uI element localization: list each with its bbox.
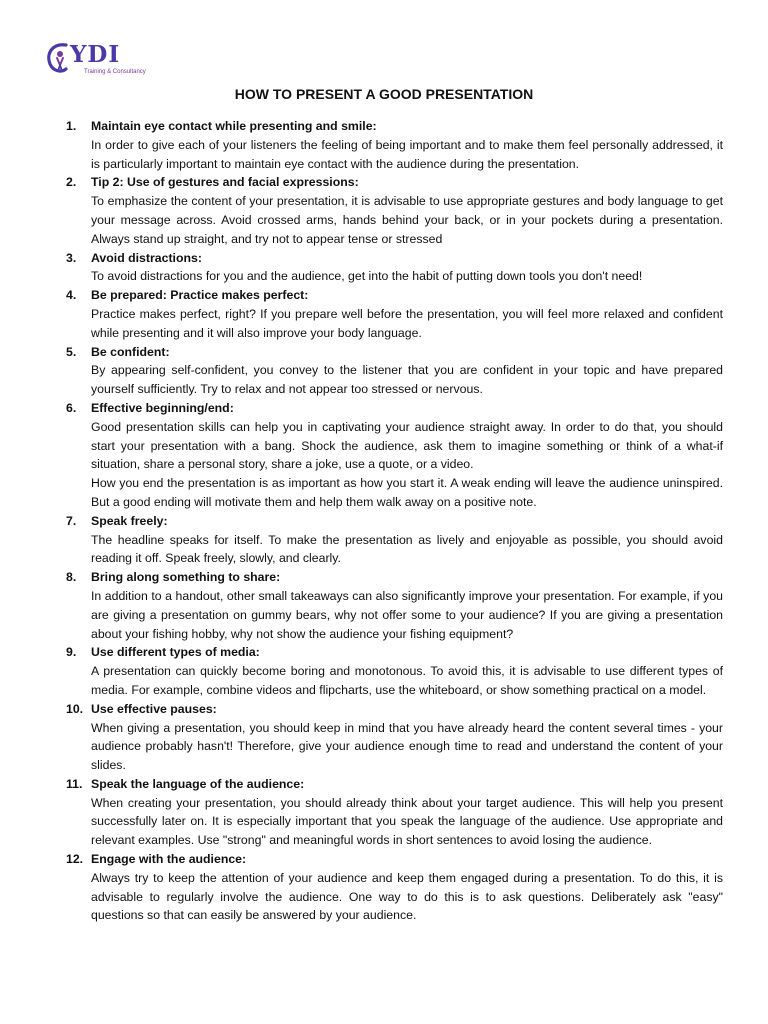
item-heading: Use different types of media:: [91, 645, 260, 660]
tips-list: [0, 117, 768, 925]
item-heading: Tip 2: Use of gestures and facial expressions:: [91, 175, 359, 190]
item-body: In addition to a handout, other small takeaways can also significantly improve your presentation. For example, if you are giving a presentation on gummy bears, why not offer some to your audience? If you are giving a presentation about your fishing hobby, why not show the audience your fishing equipment?: [91, 588, 723, 641]
item-number: 8.: [66, 570, 77, 585]
item-heading: Speak freely:: [91, 513, 168, 528]
list-item: [0, 512, 768, 568]
page-title: HOW TO PRESENT A GOOD PRESENTATION: [234, 86, 534, 102]
item-heading: Be confident:: [91, 344, 170, 359]
item-body: How you end the presentation is as important as how you start it. A weak ending will leave the audience uninspired. But a good ending will motivate them and help them walk away on a positive note.: [91, 476, 723, 509]
list-item: [0, 343, 768, 399]
item-number: 3.: [66, 250, 77, 265]
item-body: Always try to keep the attention of your audience and keep them engaged during a presentation. To do this, it is advisable to regularly involve the audience. One way to do this is to ask questions. Deliberately ask "easy" questions so that can easily be answered by your audience.: [91, 870, 723, 923]
logo-tagline: Training & Consultancy: [84, 69, 146, 75]
item-body: The headline speaks for itself. To make the presentation as lively and enjoyable as possible, you should avoid reading it off. Speak freely, slowly, and clearly.: [91, 532, 723, 566]
item-heading: Use effective pauses:: [91, 701, 217, 716]
item-body: Good presentation skills can help you in captivating your audience straight away. In order to do that, you should start your presentation with a bang. Shock the audience, ask them to imagine something or think of a what-if situation, share a personal story, share a joke, use a quote, or a video.: [91, 419, 723, 472]
item-heading: Effective beginning/end:: [91, 400, 234, 415]
item-number: 2.: [66, 175, 77, 190]
item-heading: Maintain eye contact while presenting and smile:: [91, 119, 377, 133]
list-item: [0, 399, 768, 512]
list-item: [0, 249, 768, 287]
item-heading: Avoid distractions:: [91, 250, 202, 265]
item-heading: Bring along something to share:: [91, 570, 281, 585]
item-heading: Speak the language of the audience:: [91, 776, 305, 791]
logo-wordmark: YDI: [70, 41, 121, 68]
item-number: 11.: [66, 776, 83, 791]
item-heading: Be prepared: Practice makes perfect:: [91, 288, 309, 303]
item-body: In order to give each of your listeners the feeling of being important and to make them feel personally addressed, it is particularly important to maintain eye contact with the audience during the presentation.: [91, 137, 723, 171]
list-item: [0, 643, 768, 699]
item-number: 6.: [66, 400, 77, 415]
item-body: A presentation can quickly become boring and monotonous. To avoid this, it is advisable to use different types of media. For example, combine videos and flipcharts, use the whiteboard, or show something practical on a model.: [91, 664, 723, 697]
company-logo: [44, 42, 154, 82]
item-number: 10.: [66, 701, 84, 716]
list-item: [0, 286, 768, 342]
list-item: [0, 117, 768, 173]
item-body: By appearing self-confident, you convey to the listener that you are confident in your topic and have prepared yourself sufficiently. Try to relax and not appear too stressed or nervous.: [91, 363, 723, 397]
list-item: [0, 850, 768, 925]
list-item: [0, 173, 768, 248]
item-number: 5.: [66, 344, 77, 359]
list-item: [0, 700, 768, 775]
item-body: When creating your presentation, you should already think about your target audience. This will help you present successfully later on. It is especially important that you speak the language of the audience. Use appropriate and relevant examples. Use "strong" and meaningful words in short sentences to avoid losing the audience.: [91, 795, 723, 848]
list-item: [0, 775, 768, 850]
item-number: 4.: [66, 288, 77, 303]
item-heading: Engage with the audience:: [91, 852, 247, 867]
item-number: 12.: [66, 852, 84, 867]
item-number: 9.: [66, 645, 77, 660]
item-body: To emphasize the content of your presentation, it is advisable to use appropriate gestures and body language to get your message across. Avoid crossed arms, hands behind your back, or in your pockets during a presentation. Always stand up straight, and try not to appear tense or stressed: [91, 194, 723, 246]
list-item: [0, 568, 768, 643]
item-number: 1.: [66, 119, 77, 133]
item-body: To avoid distractions for you and the audience, get into the habit of putting down tools you don't need!: [91, 269, 643, 284]
item-body: Practice makes perfect, right? If you prepare well before the presentation, you will feel more relaxed and confident while presenting and it will also improve your body language.: [91, 306, 723, 340]
item-body: When giving a presentation, you should keep in mind that you have already heard the content several times - your audience probably hasn't! Therefore, give your audience enough time to read and understand the content of your slides.: [91, 720, 723, 773]
item-number: 7.: [66, 513, 77, 528]
